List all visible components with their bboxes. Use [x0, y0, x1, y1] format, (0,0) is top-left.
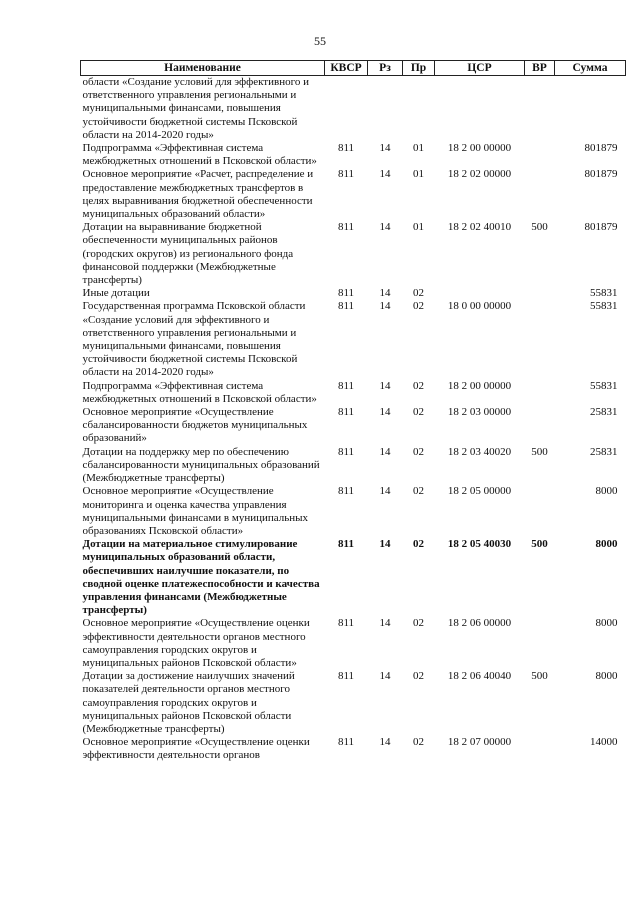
table-row [81, 670, 626, 736]
page-number: 55 [314, 34, 326, 48]
cell-kvsr: 811 [337, 670, 355, 683]
cell-kvsr: 811 [337, 142, 355, 155]
table-header-row [81, 61, 626, 76]
cell-csr: 18 2 06 00000 [447, 617, 512, 630]
cell-vr [525, 300, 555, 379]
cell-sum: 14000 [590, 736, 618, 749]
cell-kvsr: 811 [337, 445, 355, 458]
cell-vr [525, 736, 555, 762]
cell-csr: 18 2 03 40020 [447, 445, 512, 458]
cell-vr [525, 287, 555, 300]
table-row [81, 617, 626, 670]
table-row [81, 76, 626, 143]
cell-vr [525, 168, 555, 221]
cell-vr [525, 617, 555, 670]
cell-pr: 02 [413, 617, 424, 630]
cell-csr: 18 2 05 00000 [447, 485, 512, 498]
cell-pr: 02 [413, 300, 424, 313]
cell-kvsr [325, 76, 368, 143]
budget-table [80, 60, 626, 763]
cell-kvsr: 811 [337, 406, 355, 419]
cell-vr [525, 380, 555, 406]
cell-rz: 14 [379, 379, 391, 392]
cell-csr: 18 2 07 00000 [447, 736, 512, 749]
cell-name: области «Создание условий для эффективного и ответственного управления региональными и муниципальными финансами, повышения устойчивости бюджетной системы Псковской области на 2014-2020 годы» [82, 76, 309, 141]
cell-pr: 02 [413, 485, 424, 498]
cell-pr: 01 [413, 168, 424, 181]
cell-rz: 14 [379, 538, 391, 551]
cell-kvsr: 811 [337, 485, 355, 498]
cell-csr: 18 0 00 00000 [447, 300, 512, 313]
table-row [81, 142, 626, 168]
table-row [81, 287, 626, 300]
cell-rz: 14 [379, 142, 391, 155]
table-row [81, 168, 626, 221]
cell-kvsr: 811 [338, 538, 354, 551]
cell-csr: 18 2 02 40010 [447, 221, 512, 234]
header-name: Наименование [81, 61, 325, 76]
cell-rz: 14 [379, 445, 391, 458]
cell-csr: 18 2 05 40030 [447, 538, 512, 551]
cell-pr: 02 [413, 670, 424, 683]
cell-kvsr: 811 [337, 300, 355, 313]
cell-rz: 14 [379, 221, 391, 234]
cell-sum: 8000 [595, 617, 618, 630]
cell-csr: 18 2 03 00000 [447, 406, 512, 419]
cell-vr: 500 [531, 445, 548, 458]
cell-pr [403, 76, 435, 143]
cell-sum: 801879 [584, 142, 618, 155]
cell-pr: 02 [413, 538, 424, 551]
cell-sum: 8000 [595, 485, 618, 498]
cell-csr: 18 2 00 00000 [447, 379, 512, 392]
cell-sum: 801879 [584, 221, 618, 234]
cell-kvsr: 811 [337, 736, 355, 749]
cell-name: Дотации на поддержку мер по обеспечению сбалансированности муниципальных образований (Межбюджетные трансферты) [82, 445, 320, 485]
cell-csr [435, 76, 525, 143]
cell-rz: 14 [379, 287, 391, 300]
header-rz: Рз [368, 61, 403, 76]
table-row [81, 485, 626, 538]
cell-sum: 8000 [595, 538, 618, 551]
header-sum: Сумма [555, 61, 626, 76]
cell-name: Основное мероприятие «Расчет, распределение и предоставление межбюджетных трансфертов в целях выравнивания бюджетной обеспеченности муниципальных образований области» [82, 168, 314, 221]
table-row [81, 380, 626, 406]
cell-sum: 55831 [590, 379, 618, 392]
table-row [81, 446, 626, 486]
cell-pr: 01 [413, 142, 424, 155]
cell-rz: 14 [379, 485, 391, 498]
table-row [81, 300, 626, 379]
cell-rz: 14 [379, 406, 391, 419]
header-csr: ЦСР [435, 61, 525, 76]
cell-vr [525, 485, 555, 538]
cell-pr: 02 [413, 445, 424, 458]
header-kvsr: КВСР [325, 61, 368, 76]
cell-vr [525, 142, 555, 168]
cell-sum: 25831 [590, 445, 618, 458]
cell-rz: 14 [379, 670, 391, 683]
cell-kvsr: 811 [337, 168, 355, 181]
cell-sum: 8000 [595, 670, 618, 683]
cell-name: Иные дотации [82, 287, 150, 300]
cell-sum: 25831 [590, 406, 618, 419]
cell-vr: 500 [531, 538, 548, 551]
cell-sum: 801879 [584, 168, 618, 181]
cell-name: Дотации на выравнивание бюджетной обеспеченности муниципальных районов (городских округов) из регионального фонда финансовой поддержки (Межбюджетные трансферты) [82, 221, 294, 287]
cell-name: Государственная программа Псковской области «Создание условий для эффективного и ответственного управления региональными и муниципальными финансами, повышения устойчивости бюджетной системы Псковской области на 2014-2020 годы» [82, 300, 306, 379]
cell-name: Дотации за достижение наилучших значений показателей деятельности органов местного самоуправления городских округов и муниципальных районов Псковской области (Межбюджетные трансферты) [82, 670, 295, 735]
table-body [81, 76, 626, 763]
cell-pr: 02 [413, 736, 424, 749]
cell-pr: 02 [413, 287, 424, 300]
cell-name: Основное мероприятие «Осуществление мониторинга и оценка качества управления муниципальными финансами в муниципальных образованиях Псковской области» [82, 485, 309, 537]
cell-sum [555, 76, 626, 143]
cell-csr: 18 2 00 00000 [447, 142, 512, 155]
cell-name: Основное мероприятие «Осуществление оценки эффективности деятельности органов местного самоуправления городских округов и муниципальных районов Псковской области» [82, 617, 310, 669]
cell-pr: 01 [413, 221, 424, 234]
cell-sum: 55831 [590, 300, 618, 313]
cell-kvsr: 811 [337, 617, 355, 630]
cell-vr: 500 [531, 670, 548, 683]
table-row [81, 736, 626, 762]
cell-name: Дотации на материальное стимулирование муниципальных образований области, обеспечивших наилучшие показатели, по сводной оценке платежеспособности и качества управления финансами (Межбюджетные трансферты) [82, 538, 320, 617]
cell-kvsr: 811 [337, 221, 355, 234]
cell-pr: 02 [413, 379, 424, 392]
table-row [81, 221, 626, 287]
cell-rz: 14 [379, 736, 391, 749]
table-row [81, 538, 626, 617]
table-row [81, 406, 626, 446]
cell-name: Подпрограмма «Эффективная система межбюджетных отношений в Псковской области» [82, 142, 317, 168]
cell-csr [435, 287, 525, 300]
cell-rz: 14 [379, 617, 391, 630]
cell-pr: 02 [413, 406, 424, 419]
cell-kvsr: 811 [337, 287, 355, 300]
cell-vr [525, 76, 555, 143]
cell-rz [368, 76, 403, 143]
cell-csr: 18 2 06 40040 [447, 670, 512, 683]
cell-name: Подпрограмма «Эффективная система межбюджетных отношений в Псковской области» [82, 379, 317, 405]
cell-vr: 500 [531, 221, 548, 234]
cell-sum: 55831 [590, 287, 618, 300]
cell-name: Основное мероприятие «Осуществление оценки эффективности деятельности органов [82, 736, 310, 762]
cell-vr [525, 406, 555, 446]
header-pr: Пр [403, 61, 435, 76]
cell-csr: 18 2 02 00000 [447, 168, 512, 181]
cell-rz: 14 [379, 168, 391, 181]
cell-name: Основное мероприятие «Осуществление сбалансированности бюджетов муниципальных образований» [82, 406, 308, 445]
header-vr: ВР [525, 61, 555, 76]
cell-kvsr: 811 [337, 379, 355, 392]
cell-rz: 14 [379, 300, 391, 313]
